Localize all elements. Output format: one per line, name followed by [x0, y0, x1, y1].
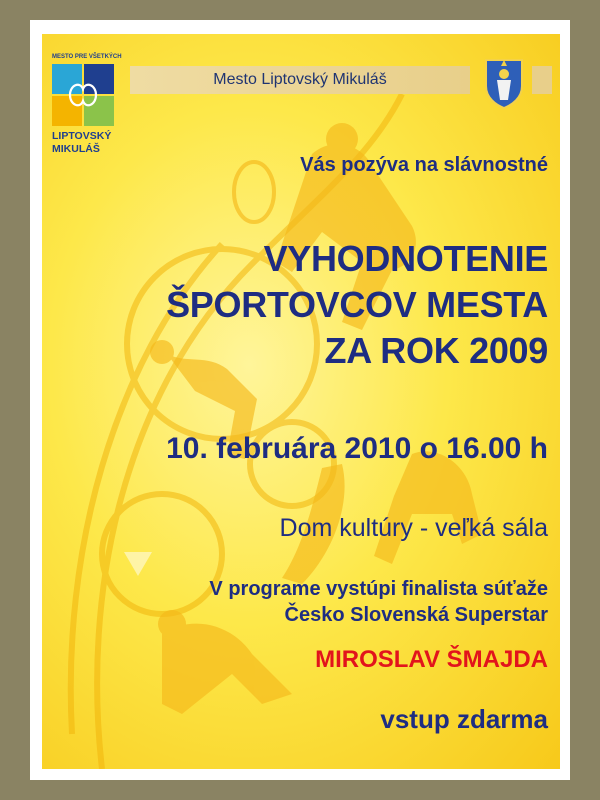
event-poster: [42, 34, 560, 769]
logo-name-line2: MIKULÁŠ: [52, 143, 100, 155]
event-venue: Dom kultúry - veľká sála: [279, 514, 548, 542]
performer-name: MIROSLAV ŠMAJDA: [315, 646, 548, 673]
event-title-line1: VYHODNOTENIE: [263, 238, 548, 279]
city-coat-of-arms-icon: [480, 56, 528, 110]
city-logo: [52, 54, 122, 182]
logo-name: [52, 130, 122, 156]
program-line1: V programe vystúpi finalista súťaže: [209, 578, 548, 600]
header-bar-end: [532, 66, 552, 94]
logo-tagline: MESTO PRE VŠETKÝCH: [52, 54, 122, 60]
event-datetime: 10. februára 2010 o 16.00 h: [166, 432, 548, 465]
event-title-line3: ZA ROK 2009: [324, 330, 548, 371]
logo-name-line1: LIPTOVSKÝ: [52, 130, 112, 142]
event-title-line2: ŠPORTOVCOV MESTA: [166, 284, 548, 325]
header-bar: [130, 66, 470, 94]
program-line2: Česko Slovenská Superstar: [284, 604, 548, 626]
city-logo-mark-icon: [52, 64, 114, 126]
event-title: [166, 236, 548, 374]
entry-info: vstup zdarma: [380, 704, 548, 734]
invite-text: Vás pozýva na slávnostné: [300, 154, 548, 176]
program-text: [209, 576, 548, 628]
header-title: Mesto Liptovský Mikuláš: [213, 71, 387, 88]
